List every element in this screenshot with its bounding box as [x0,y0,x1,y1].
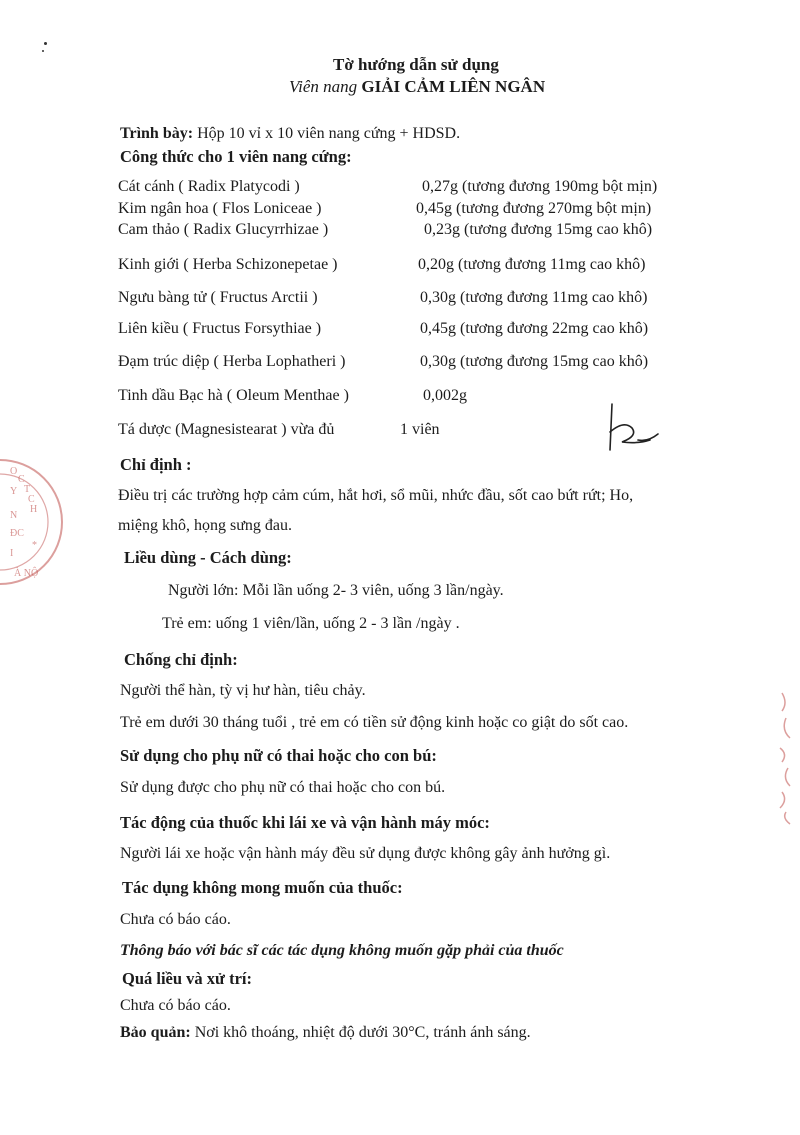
presentation-text: Hộp 10 vỉ x 10 viên nang cứng + HDSD. [197,125,461,142]
notice-text: Thông báo với bác sĩ các tác dụng không muốn gặp phải của thuốc [120,942,564,959]
storage-label: Bảo quản: [120,1024,191,1041]
contraindication-heading: Chống chỉ định: [124,650,238,669]
ingredient-name: Ngưu bàng tử ( Fructus Arctii ) [118,289,318,306]
ingredient-amount: 0,30g (tương đương 11mg cao khô) [420,289,648,306]
svg-text:N: N [10,510,18,521]
ingredient-name: Đạm trúc diệp ( Herba Lophatheri ) [118,353,346,370]
indication-line: Điều trị các trường hợp cảm cúm, hắt hơi, sổ mũi, nhức đầu, sốt cao bứt rứt; Ho, [118,487,634,504]
svg-text:H: H [30,504,38,515]
ingredient-name: Tinh dầu Bạc hà ( Oleum Menthae ) [118,387,349,404]
ingredient-name: Tá dược (Magnesistearat ) vừa đủ [118,421,335,438]
ingredient-amount: 0,45g (tương đương 22mg cao khô) [420,320,649,337]
driving-heading: Tác động của thuốc khi lái xe và vận hành máy móc: [120,813,490,832]
contraindication-line: Người thể hàn, tỳ vị hư hàn, tiêu chảy. [120,682,366,699]
edge-stamp-marks [762,688,800,828]
svg-text:I: I [10,548,14,559]
svg-text:À NỘ: À NỘ [14,568,39,579]
svg-text:C: C [18,474,25,485]
ingredient-name: Liên kiều ( Fructus Forsythiae ) [118,320,322,337]
svg-text:C: C [28,494,35,505]
pregnancy-heading: Sử dụng cho phụ nữ có thai hoặc cho con bú: [120,746,437,765]
subtitle-product: GIẢI CẢM LIÊN NGÂN [361,77,546,96]
svg-text:T: T [24,484,31,495]
scan-speck [44,42,47,45]
driving-text: Người lái xe hoặc vận hành máy đều sử dụng được không gây ảnh hưởng gì. [120,845,611,862]
overdose-text: Chưa có báo cáo. [120,997,231,1014]
ingredient-amount: 0,20g (tương đương 11mg cao khô) [418,256,646,273]
ingredient-name: Kinh giới ( Herba Schizonepetae ) [118,256,338,273]
pregnancy-text: Sử dụng được cho phụ nữ có thai hoặc cho con bú. [120,779,446,796]
svg-text:Y: Y [10,486,18,497]
signature [598,402,662,454]
indication-heading: Chỉ định : [120,455,192,474]
seal-ring [0,460,62,584]
document-subtitle [289,77,545,97]
side-effects-heading: Tác dụng không mong muốn của thuốc: [122,878,403,897]
ingredient-amount: 1 viên [400,421,440,438]
ingredient-amount: 0,30g (tương đương 15mg cao khô) [420,353,649,370]
dosage-adult: Người lớn: Mỗi lần uống 2- 3 viên, uống 3 lần/ngày. [168,582,504,599]
formula-heading: Công thức cho 1 viên nang cứng: [120,147,352,166]
document-title: Tờ hướng dẫn sử dụng [333,55,499,74]
seal-lettering [10,466,38,579]
ingredient-name: Cam thảo ( Radix Glucyrrhizae ) [118,221,329,238]
svg-text:ĐC: ĐC [10,528,24,539]
seal-stamp [0,452,65,592]
storage-line [120,1024,531,1042]
ingredient-amount: 0,27g (tương đương 190mg bột mịn) [422,178,658,195]
ingredient-name: Kim ngân hoa ( Flos Loniceae ) [118,200,322,217]
svg-text:*: * [32,540,37,551]
svg-text:O: O [10,466,18,477]
ingredient-amount: 0,45g (tương đương 270mg bột mịn) [416,200,652,217]
side-effects-text: Chưa có báo cáo. [120,911,231,928]
dosage-heading: Liều dùng - Cách dùng: [124,548,292,567]
dosage-child: Trẻ em: uống 1 viên/lần, uống 2 - 3 lần /ngày . [162,615,460,632]
contraindication-line: Trẻ em dưới 30 tháng tuổi , trẻ em có tiền sử động kinh hoặc co giật do sốt cao. [120,714,629,731]
indication-line: miệng khô, họng sưng đau. [118,517,292,534]
presentation-label: Trình bày: [120,125,194,142]
ingredient-amount: 0,23g (tương đương 15mg cao khô) [424,221,653,238]
ingredient-amount: 0,002g [423,387,467,404]
ingredient-name: Cát cánh ( Radix Platycodi ) [118,178,300,195]
storage-text: Nơi khô thoáng, nhiệt độ dưới 30°C, tránh ánh sáng. [194,1024,531,1041]
scan-speck [42,50,44,52]
overdose-heading: Quá liều và xử trí: [122,969,252,988]
presentation-line [120,125,460,143]
subtitle-prefix: Viên nang [289,77,358,96]
